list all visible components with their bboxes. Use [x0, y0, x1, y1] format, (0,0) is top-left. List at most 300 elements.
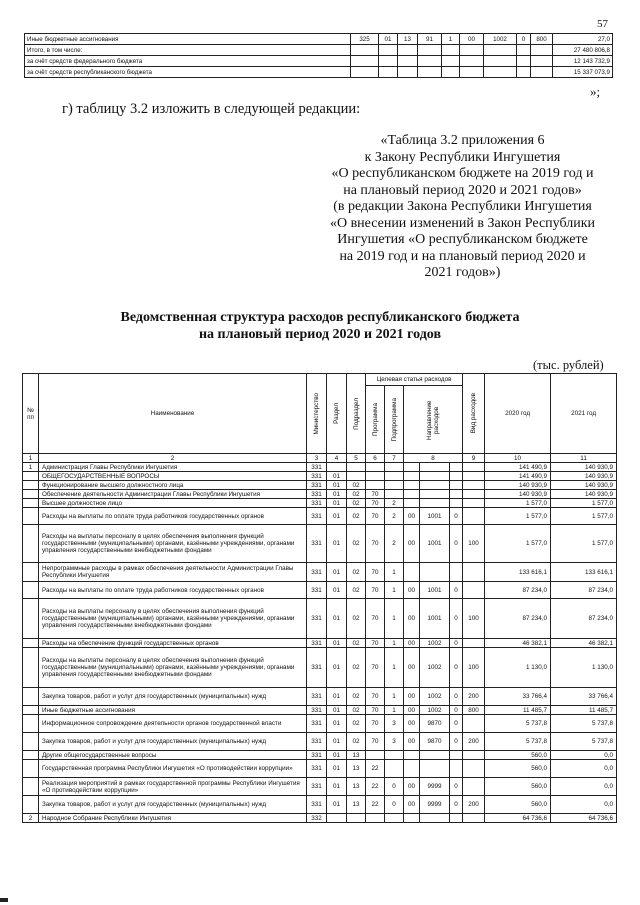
cell-nz: 0	[450, 796, 463, 814]
cell-pp	[385, 760, 404, 778]
prev-cell-razd	[379, 56, 398, 67]
prev-cell-podr	[398, 56, 418, 67]
cell-vid	[463, 472, 485, 481]
cell-pr: 02	[347, 715, 366, 733]
heading-line: к Закону Республики Ингушетия	[364, 149, 561, 165]
cell-name: Иные бюджетные ассигнования	[39, 706, 307, 715]
table-row	[23, 463, 617, 472]
prev-cell-sum: 15 337 073,9	[553, 67, 613, 78]
cell-n	[23, 490, 39, 499]
cell-r: 01	[327, 648, 347, 688]
cell-y2021: 0,0	[551, 796, 617, 814]
table-row	[23, 481, 617, 490]
header-num: № пп	[23, 374, 39, 454]
heading-line: на плановый период 2020 и 2021 годов»	[343, 182, 582, 198]
cell-nap	[420, 481, 450, 490]
cell-nap	[420, 563, 450, 582]
cell-pr: 02	[347, 508, 366, 525]
cell-nz: 0	[450, 508, 463, 525]
cell-y2020: 140 930,9	[485, 490, 551, 499]
cell-y2021: 133 616,1	[551, 563, 617, 582]
cell-r: 01	[327, 688, 347, 706]
heading-line: на 2019 год и на плановый период 2020 и	[339, 248, 586, 264]
cell-n	[23, 481, 39, 490]
prev-cell-podp	[442, 67, 460, 78]
cell-nap: 9870	[420, 715, 450, 733]
cell-r: 01	[327, 525, 347, 563]
cell-pg: 70	[366, 648, 385, 688]
table-row	[23, 639, 617, 648]
prev-cell-podr	[398, 45, 418, 56]
cell-y2021: 0,0	[551, 760, 617, 778]
cell-vid	[463, 463, 485, 472]
cell-y2021: 33 766,4	[551, 688, 617, 706]
cell-y2021: 11 485,7	[551, 706, 617, 715]
cell-z	[404, 481, 420, 490]
cell-m: 331	[307, 688, 327, 706]
cell-pp: 0	[385, 778, 404, 796]
document-title	[60, 309, 580, 343]
cell-pr: 02	[347, 599, 366, 639]
cell-y2021: 0,0	[551, 751, 617, 760]
cell-name: Высшее должностное лицо	[39, 499, 307, 508]
cell-y2020: 1 130,0	[485, 648, 551, 688]
cell-y2020: 33 766,4	[485, 688, 551, 706]
prev-table-row	[25, 45, 613, 56]
cell-pr: 02	[347, 490, 366, 499]
cell-vid: 100	[463, 648, 485, 688]
cell-pp: 2	[385, 525, 404, 563]
cell-name: Администрация Главы Республики Ингушетия	[39, 463, 307, 472]
cell-r	[327, 814, 347, 823]
table-row	[23, 778, 617, 796]
cell-pp: 3	[385, 715, 404, 733]
prev-cell-min	[351, 67, 379, 78]
cell-pg	[366, 472, 385, 481]
cell-vid	[463, 814, 485, 823]
prev-cell-nz	[517, 67, 531, 78]
cell-y2020: 87 234,0	[485, 582, 551, 599]
cell-pp	[385, 472, 404, 481]
cell-vid	[463, 490, 485, 499]
prev-cell-prog	[418, 67, 442, 78]
cell-pg: 70	[366, 599, 385, 639]
cell-name: Закупка товаров, работ и услуг для государственных (муниципальных) нужд	[39, 688, 307, 706]
heading-line: «О внесении изменений в Закон Республики	[329, 215, 596, 231]
cell-r: 01	[327, 715, 347, 733]
cell-pp: 2	[385, 499, 404, 508]
cell-nz: 0	[450, 525, 463, 563]
cell-pr: 02	[347, 733, 366, 751]
header-subsection: Подраздел	[347, 374, 366, 454]
cell-nap: 9999	[420, 796, 450, 814]
title-line: Ведомственная структура расходов республиканского бюджета	[120, 310, 520, 325]
cell-vid	[463, 582, 485, 599]
cell-vid	[463, 715, 485, 733]
prev-cell-min	[351, 45, 379, 56]
prev-cell-razd	[379, 45, 398, 56]
cell-r: 01	[327, 706, 347, 715]
prev-cell-podr	[398, 67, 418, 78]
cell-pp: 1	[385, 599, 404, 639]
prev-cell-sum: 12 143 732,9	[553, 56, 613, 67]
prev-cell-name: за счёт средств федерального бюджета	[25, 56, 351, 67]
cell-nap	[420, 472, 450, 481]
cell-name: Функционирование высшего должностного лица	[39, 481, 307, 490]
cell-name: Информационное сопровождение деятельности органов государственной власти	[39, 715, 307, 733]
cell-r	[327, 463, 347, 472]
cell-r: 01	[327, 751, 347, 760]
cell-nap	[420, 490, 450, 499]
cell-m: 331	[307, 733, 327, 751]
cell-y2021: 5 737,8	[551, 715, 617, 733]
cell-pp	[385, 751, 404, 760]
cell-pp: 2	[385, 508, 404, 525]
cell-nap	[420, 499, 450, 508]
cell-pg	[366, 481, 385, 490]
cell-nz: 0	[450, 733, 463, 751]
table-row	[23, 508, 617, 525]
cell-z: 00	[404, 715, 420, 733]
cell-n: 1	[23, 463, 39, 472]
prev-cell-min: 325	[351, 34, 379, 45]
prev-cell-prog	[418, 56, 442, 67]
cell-nap: 1002	[420, 648, 450, 688]
prev-cell-min	[351, 56, 379, 67]
prev-cell-vid: 800	[531, 34, 553, 45]
units-label: (тыс. рублей)	[533, 358, 604, 372]
header-expense-type: Вид расходов	[463, 374, 485, 454]
cell-nz	[450, 472, 463, 481]
cell-m: 331	[307, 751, 327, 760]
prev-cell-podp	[442, 56, 460, 67]
heading-line: 2021 годов»)	[424, 265, 501, 280]
cell-y2021: 46 382,1	[551, 639, 617, 648]
cell-pg: 70	[366, 706, 385, 715]
prev-cell-nz: 0	[517, 34, 531, 45]
cell-n	[23, 563, 39, 582]
cell-pp	[385, 814, 404, 823]
heading-line: Ингушетия «О республиканском бюджете	[337, 232, 588, 247]
cell-nz	[450, 499, 463, 508]
table-row	[23, 733, 617, 751]
cell-nap	[420, 751, 450, 760]
header-target-group: Целевая статья расходов	[366, 374, 463, 386]
cell-vid: 100	[463, 599, 485, 639]
cell-pp	[385, 490, 404, 499]
expenditure-table	[22, 373, 617, 823]
cell-pg: 70	[366, 688, 385, 706]
cell-name: Реализация мероприятий в рамках государственной программы Республики Ингушетия «О противодействии коррупции»	[39, 778, 307, 796]
cell-m: 331	[307, 463, 327, 472]
table-row	[23, 715, 617, 733]
cell-pg: 22	[366, 778, 385, 796]
cell-n	[23, 751, 39, 760]
cell-pp: 1	[385, 648, 404, 688]
table-row	[23, 563, 617, 582]
cell-z: 00	[404, 796, 420, 814]
cell-y2020: 141 490,9	[485, 463, 551, 472]
cell-vid: 100	[463, 525, 485, 563]
cell-n	[23, 499, 39, 508]
cell-pp: 1	[385, 706, 404, 715]
closing-quote: »;	[590, 84, 601, 99]
prev-cell-napr	[484, 45, 517, 56]
cell-pr: 02	[347, 563, 366, 582]
cell-pg: 70	[366, 715, 385, 733]
cell-vid: 200	[463, 688, 485, 706]
cell-vid	[463, 760, 485, 778]
cell-name: Государственная программа Республики Ингушетия «О противодействии коррупции»	[39, 760, 307, 778]
cell-vid	[463, 499, 485, 508]
cell-z	[404, 472, 420, 481]
cell-nap: 1002	[420, 688, 450, 706]
cell-pg: 70	[366, 525, 385, 563]
cell-m: 331	[307, 706, 327, 715]
header-section: Раздел	[327, 374, 347, 454]
table-row	[23, 648, 617, 688]
prev-cell-podr: 13	[398, 34, 418, 45]
cell-z: 00	[404, 733, 420, 751]
prev-cell-prog	[418, 45, 442, 56]
cell-r: 01	[327, 639, 347, 648]
cell-nap	[420, 463, 450, 472]
cell-pr	[347, 472, 366, 481]
cell-y2021: 1 130,0	[551, 648, 617, 688]
cell-r: 01	[327, 599, 347, 639]
page-number: 57	[597, 18, 608, 30]
cell-r: 01	[327, 760, 347, 778]
cell-r: 01	[327, 499, 347, 508]
cell-z: 00	[404, 778, 420, 796]
cell-y2021: 87 234,0	[551, 582, 617, 599]
cell-pr: 13	[347, 778, 366, 796]
cell-y2020: 560,0	[485, 760, 551, 778]
cell-pr: 13	[347, 751, 366, 760]
cell-m: 331	[307, 499, 327, 508]
cell-y2021: 87 234,0	[551, 599, 617, 639]
cell-pp: 1	[385, 688, 404, 706]
cell-name: Расходы на выплаты персоналу в целях обеспечения выполнения функций государственными (муниципальными) органами, казёнными учреждениями, органами управления государственными внебюджетными фондами	[39, 599, 307, 639]
cell-pr: 02	[347, 481, 366, 490]
cell-y2021: 1 577,0	[551, 508, 617, 525]
cell-m: 331	[307, 778, 327, 796]
cell-y2020: 64 736,6	[485, 814, 551, 823]
cell-n	[23, 760, 39, 778]
cell-pr	[347, 463, 366, 472]
cell-n	[23, 688, 39, 706]
cell-n	[23, 525, 39, 563]
table-row	[23, 688, 617, 706]
cell-m: 331	[307, 525, 327, 563]
cell-vid	[463, 751, 485, 760]
cell-nz: 0	[450, 599, 463, 639]
prev-cell-sum: 27 480 806,8	[553, 45, 613, 56]
column-numbers-row: 1 2 3 4 5 6 7 8 9 10 11	[23, 454, 617, 463]
heading-line: (в редакции Закона Республики Ингушетия	[333, 199, 592, 214]
scan-edge-mark	[0, 898, 8, 902]
cell-pr: 02	[347, 688, 366, 706]
cell-n	[23, 599, 39, 639]
cell-name: Расходы на выплаты по оплате труда работников государственных органов	[39, 508, 307, 525]
prev-cell-nz	[517, 56, 531, 67]
cell-pg: 22	[366, 760, 385, 778]
cell-n	[23, 778, 39, 796]
cell-y2020: 1 577,0	[485, 525, 551, 563]
cell-nap: 1001	[420, 599, 450, 639]
cell-nap: 9999	[420, 778, 450, 796]
prev-cell-sum: 27,0	[553, 34, 613, 45]
prev-cell-napr	[484, 56, 517, 67]
cell-nap: 9870	[420, 733, 450, 751]
table-row	[23, 599, 617, 639]
cell-nap: 1001	[420, 508, 450, 525]
cell-r: 01	[327, 490, 347, 499]
cell-z: 00	[404, 582, 420, 599]
cell-y2021: 140 930,9	[551, 490, 617, 499]
cell-z	[404, 814, 420, 823]
prev-cell-vid	[531, 45, 553, 56]
heading-line: «Таблица 3.2 приложения 6	[380, 133, 545, 148]
prev-cell-z	[460, 45, 484, 56]
header-ministry: Министерство	[307, 374, 327, 454]
cell-n	[23, 472, 39, 481]
cell-nz	[450, 760, 463, 778]
prev-cell-z	[460, 56, 484, 67]
cell-m: 331	[307, 490, 327, 499]
cell-pr: 13	[347, 796, 366, 814]
cell-vid: 200	[463, 796, 485, 814]
prev-cell-podp	[442, 45, 460, 56]
cell-pp: 0	[385, 796, 404, 814]
cell-m: 331	[307, 639, 327, 648]
cell-r: 01	[327, 508, 347, 525]
table-row	[23, 751, 617, 760]
prev-cell-z	[460, 67, 484, 78]
heading-line: «О республиканском бюджете на 2019 год и	[331, 166, 594, 181]
instruction-text: г) таблицу 3.2 изложить в следующей редакции:	[62, 101, 361, 117]
cell-m: 332	[307, 814, 327, 823]
cell-z	[404, 563, 420, 582]
cell-n	[23, 639, 39, 648]
cell-y2020: 87 234,0	[485, 599, 551, 639]
cell-nz: 0	[450, 639, 463, 648]
cell-r: 01	[327, 733, 347, 751]
cell-nz	[450, 563, 463, 582]
cell-y2020: 560,0	[485, 778, 551, 796]
cell-name: Другие общегосударственные вопросы	[39, 751, 307, 760]
cell-name: Расходы на выплаты персоналу в целях обеспечения выполнения функций государственными (муниципальными) органами, казёнными учреждениями, органами управления государственными внебюджетными фондами	[39, 525, 307, 563]
cell-pg	[366, 751, 385, 760]
cell-n	[23, 706, 39, 715]
cell-name: Расходы на обеспечение функций государственных органов	[39, 639, 307, 648]
title-line: на плановый период 2020 и 2021 годов	[198, 327, 442, 342]
prev-cell-napr: 1002	[484, 34, 517, 45]
cell-nap	[420, 760, 450, 778]
cell-nap: 1002	[420, 639, 450, 648]
cell-m: 331	[307, 582, 327, 599]
cell-n	[23, 715, 39, 733]
cell-pg	[366, 463, 385, 472]
cell-n: 2	[23, 814, 39, 823]
table-row	[23, 796, 617, 814]
cell-pp: 3	[385, 733, 404, 751]
prev-cell-name: Итого, в том числе:	[25, 45, 351, 56]
cell-vid	[463, 778, 485, 796]
cell-pg: 70	[366, 582, 385, 599]
table-row	[23, 582, 617, 599]
cell-nz: 0	[450, 715, 463, 733]
prev-cell-razd	[379, 67, 398, 78]
cell-name: Обеспечение деятельности Администрации Главы Республики Ингушетия	[39, 490, 307, 499]
cell-name: Закупка товаров, работ и услуг для государственных (муниципальных) нужд	[39, 796, 307, 814]
cell-z: 00	[404, 648, 420, 688]
prev-cell-razd: 01	[379, 34, 398, 45]
cell-y2021: 140 930,9	[551, 472, 617, 481]
cell-m: 331	[307, 648, 327, 688]
table-heading-block	[300, 133, 625, 282]
cell-r: 01	[327, 778, 347, 796]
cell-n	[23, 582, 39, 599]
cell-y2021: 1 577,0	[551, 499, 617, 508]
prev-cell-nz	[517, 45, 531, 56]
table-row	[23, 472, 617, 481]
cell-name: Народное Собрание Республики Ингушетия	[39, 814, 307, 823]
cell-pr: 02	[347, 525, 366, 563]
cell-vid	[463, 481, 485, 490]
cell-z: 00	[404, 639, 420, 648]
cell-m: 331	[307, 481, 327, 490]
cell-y2020: 560,0	[485, 796, 551, 814]
cell-name: Расходы на выплаты по оплате труда работников государственных органов	[39, 582, 307, 599]
cell-pr: 02	[347, 648, 366, 688]
cell-y2020: 11 485,7	[485, 706, 551, 715]
header-2021: 2021 год	[551, 374, 617, 454]
cell-m: 331	[307, 760, 327, 778]
cell-m: 331	[307, 563, 327, 582]
cell-r: 01	[327, 481, 347, 490]
cell-z: 00	[404, 525, 420, 563]
prev-cell-podp: 1	[442, 34, 460, 45]
cell-n	[23, 796, 39, 814]
cell-y2021: 5 737,8	[551, 733, 617, 751]
cell-y2021: 0,0	[551, 778, 617, 796]
prev-cell-napr	[484, 67, 517, 78]
cell-y2020: 5 737,8	[485, 715, 551, 733]
header-direction: Направление расходов	[404, 386, 463, 454]
cell-pp	[385, 481, 404, 490]
table-row	[23, 525, 617, 563]
cell-pg: 70	[366, 499, 385, 508]
prev-table-row	[25, 34, 613, 45]
cell-y2020: 1 577,0	[485, 508, 551, 525]
header-2020: 2020 год	[485, 374, 551, 454]
cell-n	[23, 733, 39, 751]
cell-y2020: 5 737,8	[485, 733, 551, 751]
cell-pr: 02	[347, 706, 366, 715]
cell-z	[404, 499, 420, 508]
cell-nz: 0	[450, 706, 463, 715]
cell-name: Непрограммные расходы в рамках обеспечения деятельности Администрации Главы Республики Ингушетия	[39, 563, 307, 582]
cell-nz	[450, 463, 463, 472]
cell-z: 00	[404, 508, 420, 525]
cell-y2020: 141 490,9	[485, 472, 551, 481]
cell-y2021: 1 577,0	[551, 525, 617, 563]
cell-pp: 1	[385, 563, 404, 582]
cell-n	[23, 648, 39, 688]
cell-nz: 0	[450, 688, 463, 706]
table-row	[23, 499, 617, 508]
